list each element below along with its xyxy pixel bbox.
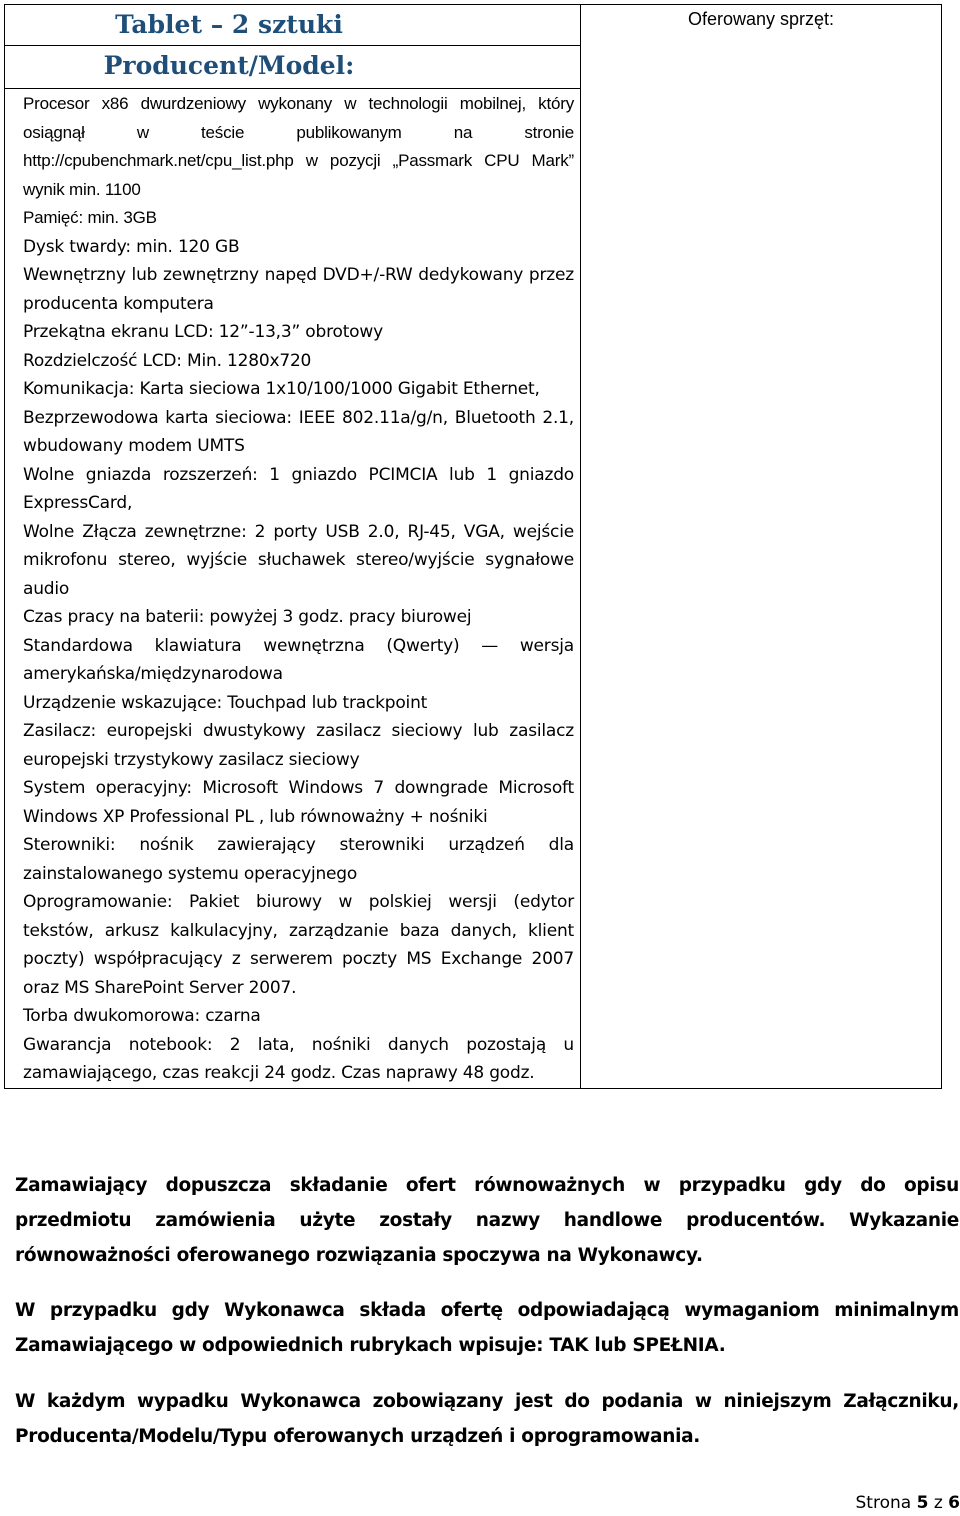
note-producer-model: W każdym wypadku Wykonawca zobowiązany jest do podania w niniejszym Załączniku, Producenta/Modelu/Typu oferowanych urządzeń i oprogramowania. bbox=[15, 1391, 959, 1447]
spec-item-bag: Torba dwukomorowa: czarna bbox=[23, 1006, 261, 1026]
spec-item-ports: Wolne Złącza zewnętrzne: 2 porty USB 2.0, RJ-45, VGA, wejście mikrofonu stereo, wyjście słuchawek stereo/wyjście sygnałowe audio bbox=[23, 521, 574, 599]
page-number-middle: z bbox=[928, 1493, 949, 1513]
title-cell bbox=[5, 5, 581, 46]
spec-item-os: System operacyjny: Microsoft Windows 7 downgrade Microsoft Windows XP Professional PL , lub równoważny + nośniki bbox=[23, 778, 574, 827]
note-equivalent-offers: Zamawiający dopuszcza składanie ofert równoważnych w przypadku gdy do opisu przedmiotu zamówienia użyte zostały nazwy handlowe producentów. Wykazanie równoważności oferowanego rozwiązania spoczywa na Wykonawcy. bbox=[15, 1175, 959, 1266]
producer-model-label: Producent/Model: bbox=[103, 51, 355, 80]
spec-item-slots: Wolne gniazda rozszerzeń: 1 gniazdo PCIMCIA lub 1 gniazdo ExpressCard, bbox=[23, 464, 574, 513]
page-number bbox=[856, 1490, 960, 1516]
note-minimal-requirements: W przypadku gdy Wykonawca składa ofertę odpowiadającą wymaganiom minimalnym Zamawiającego w odpowiednich rubrykach wpisuje: TAK lub SPEŁNIA. bbox=[15, 1300, 959, 1356]
page-number-prefix: Strona bbox=[855, 1493, 917, 1513]
spec-item-keyboard: Standardowa klawiatura wewnętrzna (Qwerty) — wersja amerykańska/międzynarodowa bbox=[23, 635, 574, 684]
spec-item-network: Komunikacja: Karta sieciowa 1x10/100/1000 Gigabit Ethernet, bbox=[23, 379, 540, 399]
spec-item-disk: Dysk twardy: min. 120 GB bbox=[23, 236, 240, 257]
spec-cell bbox=[5, 46, 581, 1089]
spec-item-ram: Pamięć: min. 3GB bbox=[23, 208, 157, 227]
spec-item-battery: Czas pracy na baterii: powyżej 3 godz. pracy biurowej bbox=[23, 607, 472, 627]
spec-item-screen: Przekątna ekranu LCD: 12”-13,3” obrotowy bbox=[23, 322, 383, 342]
offered-header: Oferowany sprzęt: bbox=[687, 9, 835, 29]
page-number-current: 5 bbox=[916, 1493, 929, 1513]
spec-item-warranty: Gwarancja notebook: 2 lata, nośniki danych pozostają u zamawiającego, czas reakcji 24 godz. Czas naprawy 48 godz. bbox=[23, 1034, 574, 1083]
spec-item-drivers: Sterowniki: nośnik zawierający sterowniki urządzeń dla zainstalowanego systemu operacyjnego bbox=[23, 835, 574, 884]
product-title: Tablet – 2 sztuki bbox=[115, 10, 343, 39]
spec-item-dvd: Wewnętrzny lub zewnętrzny napęd DVD+/-RW dedykowany przez producenta komputera bbox=[23, 265, 574, 314]
spec-item-power: Zasilacz: europejski dwustykowy zasilacz sieciowy lub zasilacz europejski trzystykowy zasilacz sieciowy bbox=[23, 721, 574, 770]
spec-table bbox=[4, 4, 942, 1089]
spec-item-wireless: Bezprzewodowa karta sieciowa: IEEE 802.11a/g/n, Bluetooth 2.1, wbudowany modem UMTS bbox=[23, 407, 574, 456]
page-number-total: 6 bbox=[948, 1493, 960, 1513]
offered-cell bbox=[581, 5, 942, 1089]
spec-item-resolution: Rozdzielczość LCD: Min. 1280x720 bbox=[23, 350, 312, 371]
spec-item-software: Oprogramowanie: Pakiet biurowy w polskiej wersji (edytor tekstów, arkusz kalkulacyjny, zarządzanie baza danych, klient poczty) współpracujący z serwerem poczty MS Exchange 2007 oraz MS SharePoint Server 2007. bbox=[23, 892, 574, 998]
spec-item-pointer: Urządzenie wskazujące: Touchpad lub trackpoint bbox=[23, 692, 428, 713]
spec-item-cpu: Procesor x86 dwurdzeniowy wykonany w technologii mobilnej, który osiągnął w teście publikowanym na stronie http://cpubenchmark.net/cpu_list.php w pozycji „Passmark CPU Mark” wynik min. 1100 bbox=[23, 94, 574, 199]
